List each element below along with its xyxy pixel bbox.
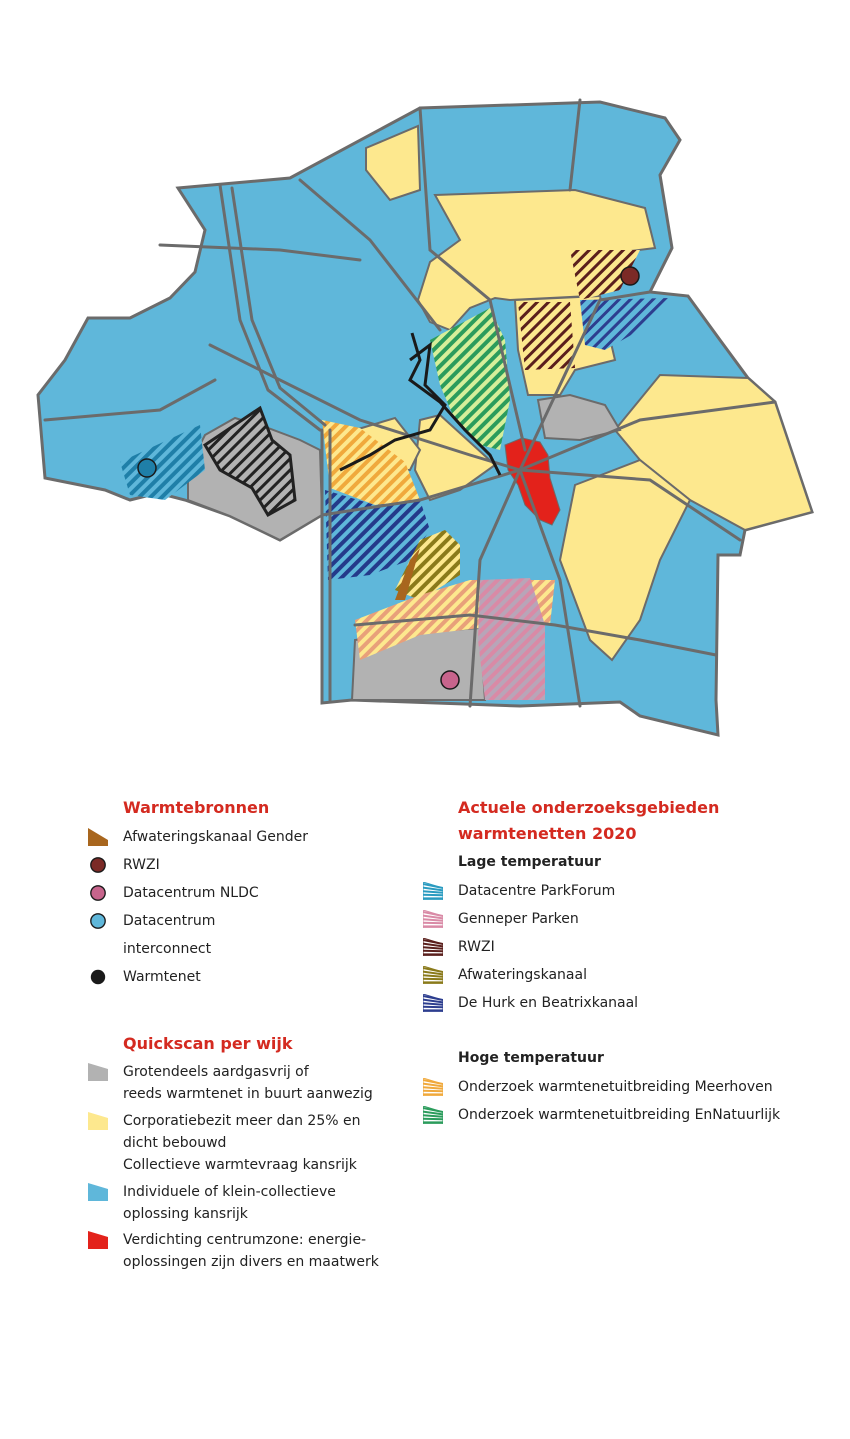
yellow-wedge-icon — [88, 1112, 108, 1130]
legend-label: Afwateringskanaal Gender — [123, 829, 308, 845]
hatch-wedge-icon — [423, 910, 443, 928]
legend-label: RWZI — [123, 857, 160, 873]
legend-label: Genneper Parken — [458, 911, 579, 927]
legend-label: Onderzoek warmtenetuitbreiding EnNatuurlijk — [458, 1107, 781, 1123]
legend-label: Datacentrum — [123, 913, 216, 929]
legend-onderzoek-title-line2: warmtenetten 2020 — [458, 824, 637, 843]
hatch-wedge-icon — [423, 882, 443, 900]
datacenter-dot — [138, 459, 156, 477]
brown-wedge-icon — [88, 828, 108, 846]
nldc-dot — [441, 671, 459, 689]
legend-label: Onderzoek warmtenetuitbreiding Meerhoven — [458, 1079, 773, 1095]
rwzi-dot — [621, 267, 639, 285]
datacenter-dot-icon — [88, 912, 108, 930]
legend-label: Datacentre ParkForum — [458, 883, 616, 899]
legend-label-line: Corporatiebezit meer dan 25% en — [123, 1113, 361, 1129]
blue-wedge-icon — [88, 1183, 108, 1201]
legend-label-line: reeds warmtenet in buurt aanwezig — [123, 1086, 373, 1102]
legend-warmtebronnen-title: Warmtebronnen — [123, 798, 270, 817]
area-genneper-parken — [478, 578, 545, 700]
legend-label-line: Verdichting centrumzone: energie- — [123, 1232, 367, 1248]
nldc-dot-icon — [88, 884, 108, 902]
rwzi-dot-icon — [88, 856, 108, 874]
legend-quickscan-title: Quickscan per wijk — [123, 1034, 293, 1053]
warmtenet-dot-icon — [88, 968, 108, 986]
legend-onderzoek-title-line1: Actuele onderzoeksgebieden — [458, 798, 720, 817]
hatch-wedge-icon — [423, 1106, 443, 1124]
legend-label: interconnect — [123, 941, 212, 957]
legend-label: RWZI — [458, 939, 495, 955]
legend-label: Afwateringskanaal — [458, 967, 587, 983]
legend-label-line: oplossingen zijn divers en maatwerk — [123, 1254, 379, 1270]
legend-label: Datacentrum NLDC — [123, 885, 259, 901]
red-wedge-icon — [88, 1231, 108, 1249]
legend-hoge-temperatuur-title: Hoge temperatuur — [458, 1050, 604, 1066]
hatch-wedge-icon — [423, 966, 443, 984]
hatch-wedge-icon — [423, 994, 443, 1012]
legend-label-line: oplossing kansrijk — [123, 1206, 248, 1222]
legend-label-line: dicht bebouwd — [123, 1135, 227, 1151]
legend-lage-temperatuur-title: Lage temperatuur — [458, 854, 601, 870]
legend-label: Warmtenet — [123, 969, 201, 985]
hatch-wedge-icon — [423, 938, 443, 956]
legend-label-line: Individuele of klein-collectieve — [123, 1184, 336, 1200]
hatch-wedge-icon — [423, 1078, 443, 1096]
legend-label-line: Grotendeels aardgasvrij of — [123, 1064, 309, 1080]
legend-label-line: Collectieve warmtevraag kansrijk — [123, 1157, 357, 1173]
grey-wedge-icon — [88, 1063, 108, 1081]
legend-label: De Hurk en Beatrixkanaal — [458, 995, 639, 1011]
area-rwzi-1 — [518, 302, 575, 370]
